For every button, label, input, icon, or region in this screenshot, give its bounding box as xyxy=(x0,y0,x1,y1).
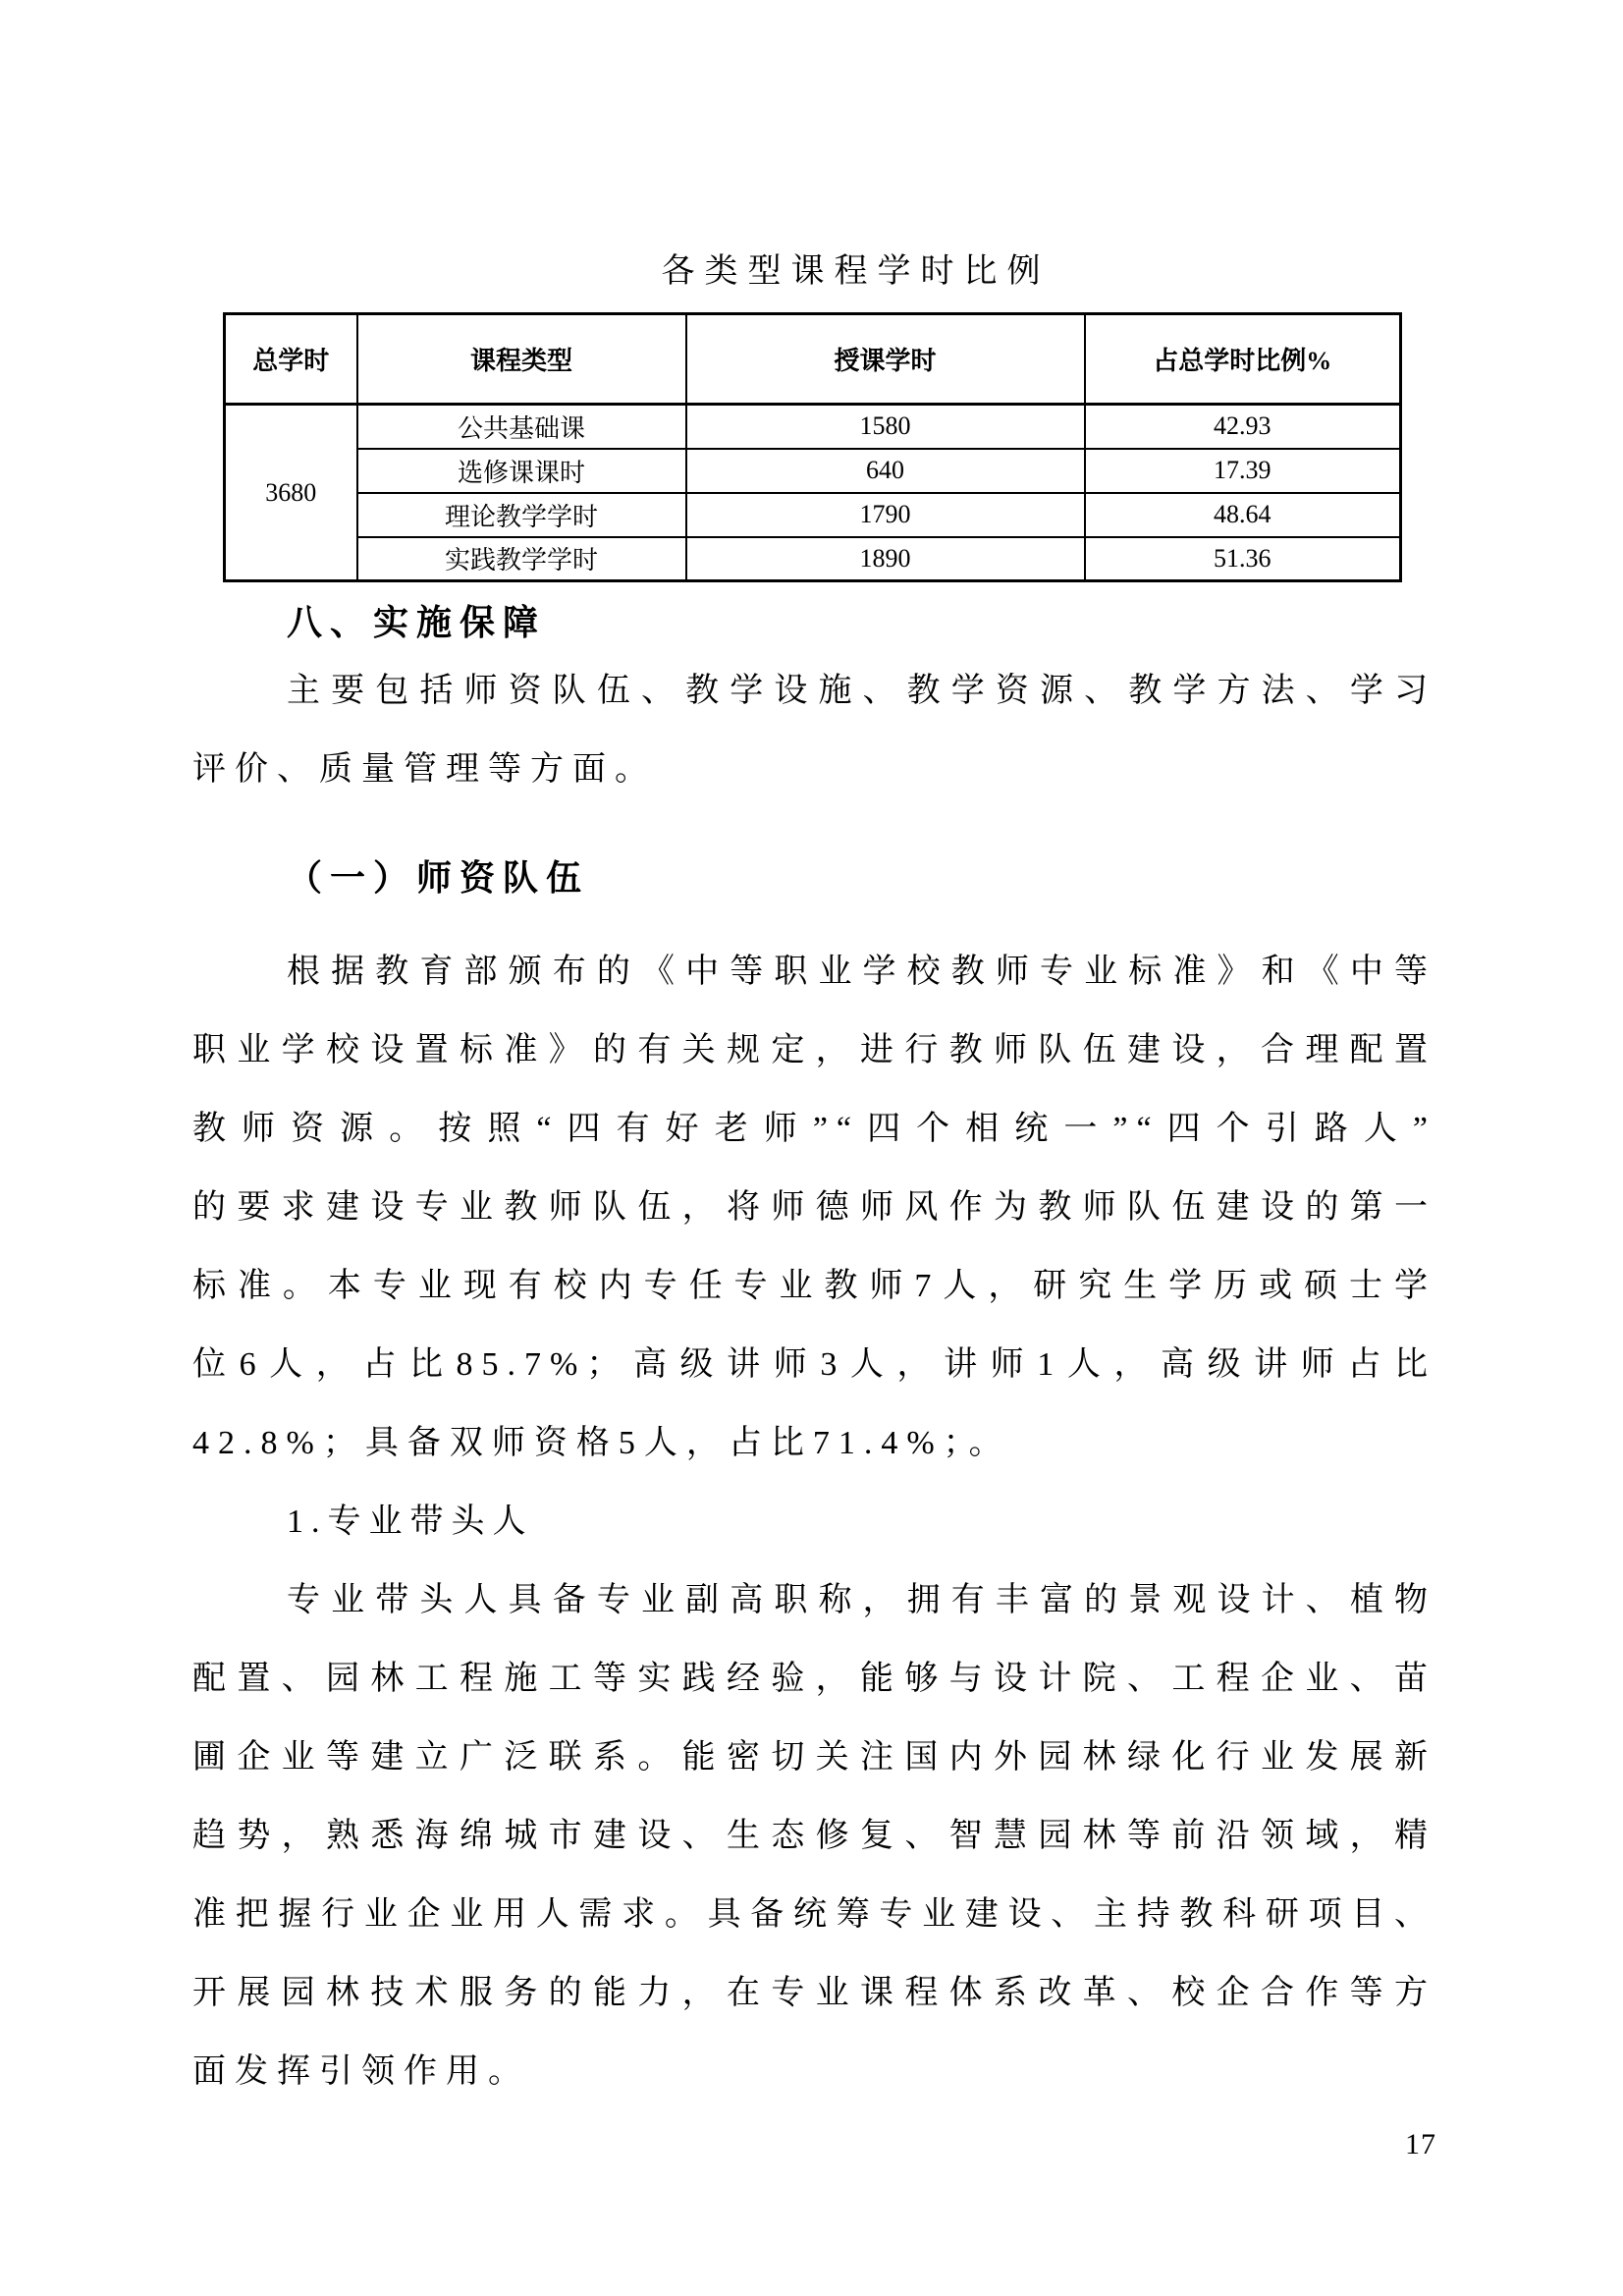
text-line: 教师资源。按照“四有好老师”“四个相统一”“四个引路人” xyxy=(192,1111,1436,1147)
table-header-row xyxy=(225,314,1401,405)
cell-course-type: 理论教学学时 xyxy=(357,493,686,537)
text-line: 标准。本专业现有校内专任专业教师7人，研究生学历或硕士学 xyxy=(192,1268,1436,1304)
paragraph-overview xyxy=(192,652,1436,809)
table-title: 各类型课程学时比例 xyxy=(661,253,1051,290)
header-total-hours: 总学时 xyxy=(225,314,357,405)
sub-item-heading: 1.专业带头人 xyxy=(287,1503,534,1540)
text-line: 趋势，熟悉海绵城市建设、生态修复、智慧园林等前沿领域，精 xyxy=(192,1818,1436,1854)
table-row xyxy=(225,493,1401,537)
text-line: 准把握行业企业用人需求。具备统筹专业建设、主持教科研项目、 xyxy=(192,1896,1436,1933)
cell-course-type: 公共基础课 xyxy=(357,405,686,449)
header-course-type: 课程类型 xyxy=(357,314,686,405)
cell-percent: 51.36 xyxy=(1085,537,1401,581)
text-line: 专业带头人具备专业副高职称，拥有丰富的景观设计、植物 xyxy=(287,1582,1436,1618)
cell-hours: 640 xyxy=(686,449,1085,493)
page-number: 17 xyxy=(1405,2128,1436,2160)
table-row xyxy=(225,449,1401,493)
text-line: 评价、质量管理等方面。 xyxy=(192,751,657,788)
text-line: 职业学校设置标准》的有关规定，进行教师队伍建设，合理配置 xyxy=(192,1032,1436,1068)
text-line: 位6人，占比85.7%；高级讲师3人，讲师1人，高级讲师占比 xyxy=(192,1346,1436,1383)
text-line: 配置、园林工程施工等实践经验，能够与设计院、工程企业、苗 xyxy=(192,1661,1436,1697)
header-teaching-hours: 授课学时 xyxy=(686,314,1085,405)
cell-total-hours: 3680 xyxy=(225,405,357,581)
cell-hours: 1580 xyxy=(686,405,1085,449)
cell-percent: 17.39 xyxy=(1085,449,1401,493)
section-heading: 八、实施保障 xyxy=(287,603,547,642)
text-line: 面发挥引领作用。 xyxy=(192,2053,530,2090)
paragraph-leader xyxy=(192,1561,1436,2111)
cell-percent: 48.64 xyxy=(1085,493,1401,537)
paragraph-teachers xyxy=(192,933,1436,1483)
text-line: 根据教育部颁布的《中等职业学校教师专业标准》和《中等 xyxy=(287,954,1436,990)
text-line: 的要求建设专业教师队伍，将师德师风作为教师队伍建设的第一 xyxy=(192,1189,1436,1226)
table-row xyxy=(225,537,1401,581)
text-line: 42.8%；具备双师资格5人，占比71.4%；。 xyxy=(192,1425,1011,1461)
header-percent: 占总学时比例% xyxy=(1085,314,1401,405)
text-line: 圃企业等建立广泛联系。能密切关注国内外园林绿化行业发展新 xyxy=(192,1739,1436,1776)
cell-hours: 1890 xyxy=(686,537,1085,581)
table-row xyxy=(225,405,1401,449)
cell-course-type: 选修课课时 xyxy=(357,449,686,493)
cell-course-type: 实践教学学时 xyxy=(357,537,686,581)
subsection-heading: （一）师资队伍 xyxy=(287,858,590,898)
cell-percent: 42.93 xyxy=(1085,405,1401,449)
text-line: 开展园林技术服务的能力，在专业课程体系改革、校企合作等方 xyxy=(192,1975,1436,2011)
course-hours-table xyxy=(223,312,1402,582)
cell-hours: 1790 xyxy=(686,493,1085,537)
text-line: 主要包括师资队伍、教学设施、教学资源、教学方法、学习 xyxy=(287,673,1436,709)
